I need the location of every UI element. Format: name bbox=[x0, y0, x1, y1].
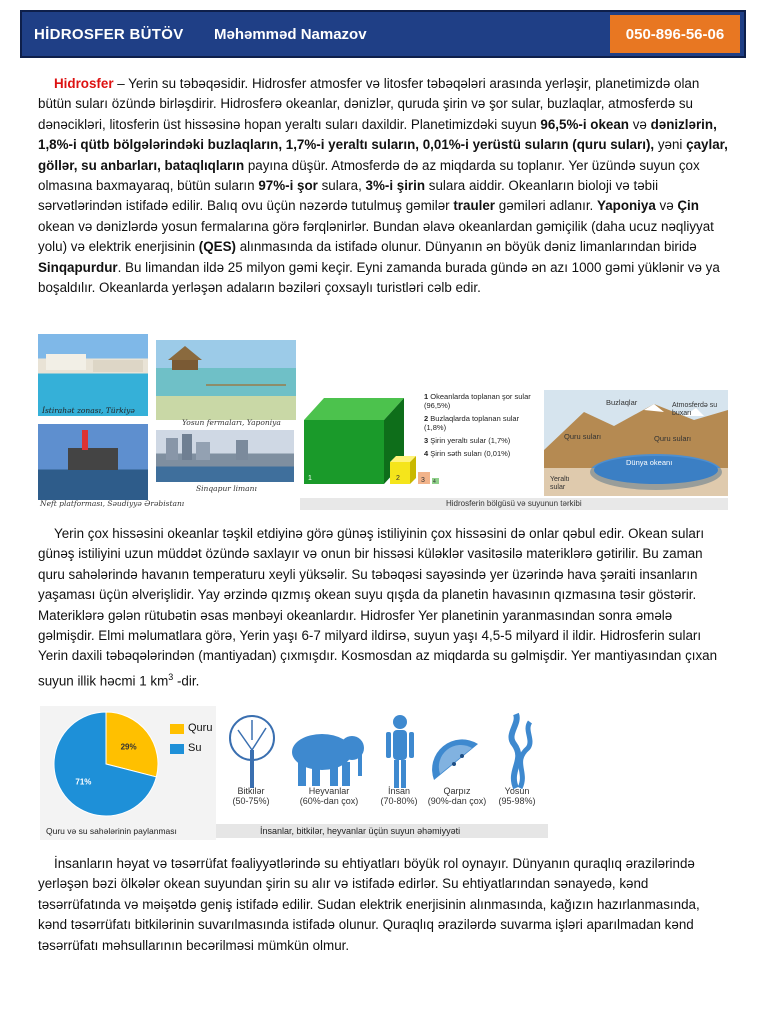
legend-num: 2 bbox=[424, 414, 429, 423]
header-phone: 050-896-56-06 bbox=[610, 15, 740, 53]
text-span: gəmiləri adlanır. bbox=[495, 198, 597, 214]
cube-legend-item bbox=[424, 436, 542, 445]
platform-tower bbox=[82, 430, 88, 450]
paragraph-ocean-heat bbox=[38, 524, 728, 692]
organism-pct: (70-80%) bbox=[380, 796, 418, 806]
bold-span: trauler bbox=[453, 198, 496, 214]
organism-pct: (90%-dan çox) bbox=[427, 796, 487, 806]
label-buzlaqlar: Buzlaqlar bbox=[606, 398, 638, 407]
bold-span: (QES) bbox=[198, 239, 236, 255]
cube-2-front bbox=[390, 462, 410, 484]
cube-legend-item bbox=[424, 449, 542, 458]
bold-span: Yaponiya bbox=[597, 198, 656, 214]
photo-yosun-farm bbox=[156, 340, 296, 420]
legend-text: Şirin yeraltı sular (1,7%) bbox=[430, 436, 511, 445]
cube-legend-item bbox=[424, 414, 542, 432]
watermelon-icon bbox=[432, 739, 478, 780]
human-icon bbox=[386, 715, 414, 788]
hut-roof bbox=[168, 346, 202, 360]
photo-singapore-port bbox=[156, 430, 294, 482]
building-shape bbox=[46, 354, 86, 370]
organisms-caption: İnsanlar, bitkilər, heyvanlar üçün suyun əhəmiyyəti bbox=[260, 826, 461, 836]
building-shape bbox=[93, 360, 143, 372]
term-hidrosfer: Hidrosfer bbox=[54, 76, 114, 91]
legend-label-quru: Quru bbox=[188, 722, 213, 734]
pie-label-su: 71% bbox=[75, 777, 92, 787]
legend-swatch-su bbox=[170, 744, 184, 754]
cube-label-3: 3 bbox=[421, 477, 425, 484]
text-span: . Bu limandan ildə 25 milyon gəmi keçir. Eyni zamanda burada gündə ən azı 1000 gəmi yüklənir və ya boşaldılır. Okeanlarda yerləşən adaların bəziləri çoxsaylı turistləri cəlb edir. bbox=[38, 259, 720, 296]
text-span: -dir. bbox=[173, 673, 200, 689]
bold-span: çaylar, göllər, su anbarları, bataqlıqların bbox=[38, 137, 728, 173]
superscript: 3 bbox=[168, 671, 174, 682]
legend-label-su: Su bbox=[188, 742, 202, 754]
legend-text: Şirin səth suları (0,01%) bbox=[430, 449, 511, 458]
seaweed-icon bbox=[511, 714, 530, 788]
text-span: və bbox=[655, 198, 678, 214]
cube-label-1: 1 bbox=[308, 475, 312, 482]
label-okean: Dünya okeanı bbox=[626, 458, 673, 467]
header-bar bbox=[20, 10, 746, 58]
cube-diagram bbox=[300, 386, 440, 486]
caption-oil: Neft platforması, Səudiyyə Ərəbistanı bbox=[40, 499, 185, 508]
text-span: İnsanların həyat və təsərrüfat fəaliyyətlərində su ehtiyatları böyük rol oynayır. Dünyanın quraqlıq ərazilərində yerləşən bəzi ölkələr okean suyundan şirin su alır və istifadə edirlər. Su ehtiyatlarından sənayedə, kənd təsərrüfatında və məişətdə geniş istifadə edilir. Sudan elektrik enerjisinin alınmasında, kağızın hazırlanmasında, kənd təsərrüfatı bitkilərinin suvarılmasında istifadə olunur. Quraqlıq ərazilərdə suvarma işləri aparılmadan kənd təsərrüfatı məhsullarının becərilməsi mümkün olmur. bbox=[38, 856, 700, 953]
organisms-caption-bar bbox=[216, 824, 548, 838]
legend-num: 4 bbox=[424, 449, 429, 458]
organism-pct: (95-98%) bbox=[498, 796, 536, 806]
skyscraper bbox=[236, 440, 248, 460]
text-span: – Yerin su təbəqəsidir. Hidrosfer atmosfer və litosfer təbəqələri arasında yerləşir, planetimizdə olan bütün suları özündə birləşdirir. Hidrosferə okeanlar, dənizlər, quruda şirin və şor sular, buzlaqlar, atmosferdə su dənəcikləri, litosferin üst hissəsinə hopan yeraltı suları daxildir. Planetimizdəki suyun bbox=[38, 76, 700, 132]
legend-text: Buzlaqlarda toplanan sular (1,8%) bbox=[424, 414, 520, 432]
hut-body bbox=[172, 360, 198, 370]
caption-singapore: Sinqapur limanı bbox=[196, 484, 257, 493]
header-author: Məhəmməd Namazov bbox=[214, 26, 367, 43]
skyscraper bbox=[182, 434, 192, 460]
organisms-figures bbox=[216, 710, 546, 790]
organism-name: Qarpız bbox=[443, 786, 471, 796]
organism-pct: (50-75%) bbox=[232, 796, 270, 806]
text-span: okean və dənizlərdə yosun fermalarına görə fərqlənirlər. Bundan əlavə okeanlardan gəmiçilik (daha ucuz nəqliyyat yolu) və elektrik enerjisinin bbox=[38, 218, 714, 255]
organism-animals bbox=[296, 786, 362, 806]
label-quru-left: Quru suları bbox=[564, 432, 602, 441]
farm-line bbox=[206, 384, 286, 386]
text-span: Yerin çox hissəsini okeanlar təşkil etdiyinə görə günəş istiliyinin çox hissəsini də onlar qəbul edir. Okean suları günəş istiliyini uzun müddət özündə saxlayır və onun bir hissəsi küləklər vasitəsilə materiklərə gətirilir. Bu zaman quru sahələrində havanın temperaturu xeyli yüksəlir. Su təbəqəsi sayəsində yer üzərində hava şəraiti insanların yaşaması üçün əlverişlidir. Yay ərzində qızmış okean suyu qışda da planetin havasının qızmasına təsir göstərir. Materiklərə gələn rütubətin əsas mənbəyi okeanlardır. Hidrosfer Yer planetinin yaranmasından sonra əmələ gəlmişdir. Elmi məlumatlara görə, Yerin yaşı 6-7 milyard ildirsə, suyun yaşı 4,5-5 milyard il ildir. Hidrosferin suları Yerin daxili təbəqələrindən (mantiyadan) çıxmışdır. Kosmosdan az miqdarda su gəlmişdir. Yer mantiyasından çıxan suyun illik həcmi 1 km bbox=[38, 526, 718, 689]
photo-oil-platform bbox=[38, 424, 148, 500]
cube-caption: Hidrosferin bölgüsü və suyunun tərkibi bbox=[446, 499, 582, 508]
text-span: və bbox=[628, 116, 651, 132]
pie-label-quru: 29% bbox=[120, 742, 137, 752]
cube-legend bbox=[424, 392, 542, 458]
text-span: payına düşür. Atmosferdə də az miqdarda su toplanır. Yer üzündə suyun çox olmasına baxmayaraq, bütün suların bbox=[38, 157, 700, 194]
label-yeralti: Yeraltı sular bbox=[550, 476, 570, 491]
organism-name: İnsan bbox=[387, 786, 411, 796]
tree-icon bbox=[230, 716, 274, 788]
header-title: HİDROSFER BÜTÖV bbox=[34, 26, 184, 43]
legend-text: Okeanlarda toplanan şor sular (96,5%) bbox=[424, 392, 531, 410]
organism-watermelon bbox=[424, 786, 490, 806]
bold-span: Sinqapurdur bbox=[38, 259, 118, 275]
organisms-panel bbox=[216, 710, 546, 824]
elephant-icon bbox=[292, 734, 364, 786]
organism-pct: (60%-dan çox) bbox=[299, 796, 359, 806]
organism-name: Bitkilər bbox=[237, 786, 265, 796]
photo-turkey-resort bbox=[38, 334, 148, 416]
cube-label-2: 2 bbox=[396, 475, 400, 482]
bold-span: 96,5%-i okean bbox=[540, 116, 629, 132]
pie-chart-panel bbox=[40, 706, 216, 840]
caption-yosun: Yosun fermaları, Yaponiya bbox=[182, 418, 281, 427]
organism-human bbox=[366, 786, 432, 806]
cube-caption-bar bbox=[300, 498, 728, 510]
organism-name: Yosun bbox=[504, 786, 530, 796]
bold-span: 3%-i şirin bbox=[365, 178, 426, 194]
label-atmosfer: Atmosferdə su buxarı bbox=[672, 402, 718, 417]
platform-shape bbox=[68, 448, 118, 470]
pie-chart bbox=[44, 708, 184, 820]
organism-plants bbox=[216, 786, 286, 806]
skyscraper bbox=[166, 438, 178, 460]
legend-swatch-quru bbox=[170, 724, 184, 734]
paragraph-water-resources bbox=[38, 854, 728, 956]
caption-turkey: İstirahət zonası, Türkiyə bbox=[42, 406, 135, 415]
legend-num: 3 bbox=[424, 436, 429, 445]
cube-1-front bbox=[304, 420, 384, 484]
pie-chart-title: Quru və su sahələrinin paylanması bbox=[46, 826, 177, 836]
text-span: sulara aiddir. Okeanların bioloji və təbii sərvətlərindən istifadə edilir. Balıq ovu üçün nəzərdə tutulmuş gəmilər bbox=[38, 178, 659, 214]
text-span: yəni bbox=[654, 137, 687, 153]
skyscraper bbox=[196, 442, 210, 460]
label-quru-right: Quru suları bbox=[654, 434, 692, 443]
text-span: alınmasında da istifadə olunur. Dünyanın ən böyük dəniz limanlarından biridə bbox=[235, 239, 697, 255]
text-span: sulara, bbox=[317, 178, 366, 194]
cube-label-4: 4 bbox=[433, 479, 436, 485]
organism-name: Heyvanlar bbox=[308, 786, 350, 796]
paragraph-intro bbox=[38, 74, 728, 298]
bold-span: 97%-i şor bbox=[258, 178, 318, 194]
organism-seaweed bbox=[488, 786, 546, 806]
bold-span: dənizlərin, 1,8%-i qütb bölgələrindəki buzlaqların, 1,7%-i yeraltı suların, 0,01%-i yerüstü suların (quru suları), bbox=[38, 116, 717, 153]
bold-span: Çin bbox=[677, 198, 699, 214]
cube-legend-item bbox=[424, 392, 542, 410]
legend-num: 1 bbox=[424, 392, 429, 401]
